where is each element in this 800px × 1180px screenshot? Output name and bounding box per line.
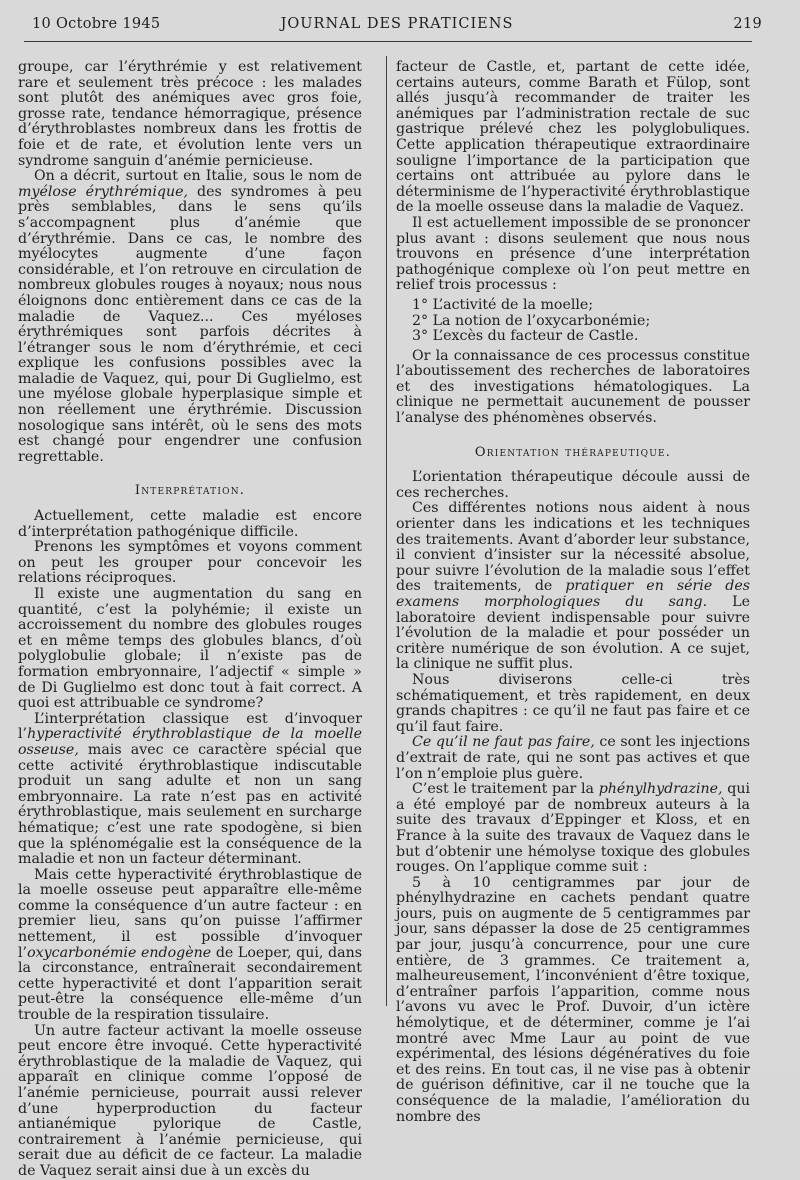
paragraph: facteur de Castle, et, partant de cette idée, certains auteurs, comme Barath et Fülop, sont allés jusqu’à recommander de traiter les anémiques par l’administration rectale de suc gastrique prélevé chez les polyglobuliques. Cette application thérapeutique extraordinaire souligne l’importance de la participation que certains ont attribuée au pylore dans le déterminisme de l’hyperactivité érythroblastique de la moelle osseuse dans la maladie de Vaquez.	[396, 59, 750, 216]
page-header	[32, 16, 762, 38]
paragraph: groupe, car l’érythrémie y est relativement rare et seulement très précoce : les malades sont plutôt des anémiques avec gros foie, grosse rate, tendance hémorragique, présence d’érythroblastes nombreux dans les frottis de foie et de rate, et évolution lente vers un syndrome sanguin d’anémie pernicieuse.	[18, 59, 362, 169]
right-column	[396, 60, 750, 1125]
paragraph: Mais cette hyperactivité érythroblastique de la moelle osseuse peut apparaître elle-même comme la conséquence d’un autre facteur : en premier lieu, sans qu’on puisse l’affirmer nettement, il est possible d’invoquer l’oxycarbonémie endogène de Loeper, qui, dans la circonstance, entraînerait secondairement cette hyperactivité et dont l’apparition serait peut-être la conséquence elle-même d’un trouble de la respiration tissulaire.	[18, 866, 363, 1024]
header-rule	[24, 41, 752, 42]
header-date: 10 Octobre 1945	[32, 16, 161, 32]
paragraph: Ces différentes notions nous aident à nous orienter dans les indications et les techniques des traitements. Avant d’aborder leur substance, il convient d’insister sur la nécessité absolue, pour suivre l’évolution de la maladie sous l’effet des traitements, de pratiquer en série des examens morphologiques du sang. Le laboratoire devient indispensable pour suivre l’évolution de la maladie et pour posséder un critère numérique de son évolution. A ce sujet, la clinique ne suffit plus.	[396, 500, 750, 673]
list-item: 1° L’activité de la moelle;	[412, 296, 594, 313]
paragraph: L’orientation thérapeutique découle aussi de ces recherches.	[396, 469, 750, 501]
paragraph: Ce qu’il ne faut pas faire, ce sont les injections d’extrait de rate, qui ne sont pas actives et que l’on n’emploie plus guère.	[396, 734, 750, 782]
paragraph: L’interprétation classique est d’invoquer l’hyperactivité érythroblastique de la moelle osseuse, mais avec ce caractère spécial que cette activité érythroblastique indiscutable produit un sang adulte et non un sang embryonnaire. La rate n’est pas en activité érythroblastique, mais seulement en surcharge hématique; c’est une rate spodogène, si bien que la splénomégalie est la conséquence de la maladie et non un facteur déterminant.	[18, 710, 362, 868]
paragraph: Il existe une augmentation du sang en quantité, c’est la polyhémie; il existe un accroissement du nombre des globules rouges et en même temps des globules blancs, d’où polyglobulie globale; il n’existe pas de formation embryonnaire, l’adjectif « simple » de Di Guglielmo est donc tout à fait correct. A quoi est attribuable ce syndrome?	[18, 586, 362, 712]
paragraph: Prenons les symptômes et voyons comment on peut les grouper pour concevoir les relations réciproques.	[18, 539, 362, 587]
paragraph: C’est le traitement par la phénylhydrazine, qui a été employé par de nombreux auteurs à la suite des travaux d’Eppinger et Kloss, et en France à la suite des travaux de Vaquez dans le but d’obtenir une hémolyse toxique des globules rouges. On l’applique comme suit :	[396, 781, 750, 876]
paragraph: 5 à 10 centigrammes par jour de phénylhydrazine en cachets pendant quatre jours, puis on augmente de 5 centigrammes par jour, sans dépasser la dose de 25 centigrammes par jour, jusqu’à concurrence, pour une cure entière, de 3 grammes. Ce traitement a, malheureusement, l’inconvénient d’être toxique, d’entraîner parfois l’apparition, comme nous l’avons vu avec le Prof. Duvoir, d’un ictère hémolytique, et de déterminer, comme je l’ai montré avec Mme Laur au point de vue expérimental, des lésions dégénératives du foie et des reins. En tout cas, il ne vise pas à obtenir de guérison définitive, car il ne touche que la conséquence de la maladie, l’amélioration du nombre des	[396, 874, 750, 1125]
paragraph: Un autre facteur activant la moelle osseuse peut encore être invoqué. Cette hyperactivité érythroblastique de la maladie de Vaquez, qui apparaît en clinique comme l’opposé de l’anémie pernicieuse, pourrait aussi relever d’une hyperproduction du facteur antianémique pylorique de Castle, contrairement à l’anémie pernicieuse, qui serait due au déficit de ce facteur. La maladie de Vaquez serait ainsi due à un excès du	[18, 1022, 362, 1179]
column-divider	[386, 56, 387, 1006]
list-item: 3° L’excès du facteur de Castle.	[412, 328, 639, 345]
journal-title: JOURNAL DES PRATICIENS	[280, 16, 514, 32]
section-heading-interpretation: Interprétation.	[134, 483, 246, 499]
paragraph: Actuellement, cette maladie est encore d’interprétation pathogénique difficile.	[18, 508, 362, 540]
left-column	[18, 60, 362, 1180]
section-heading-orientation: Orientation thérapeutique.	[474, 444, 672, 460]
paragraph: Il est actuellement impossible de se prononcer plus avant : disons seulement que nous nous trouvons en présence d’une interprétation pathogénique complexe où l’on peut mettre en relief trois processus :	[396, 214, 750, 294]
process-list	[412, 298, 750, 345]
paragraph: Nous diviserons celle-ci très schématiquement, et très rapidement, en deux grands chapitres : ce qu’il ne faut pas faire et ce qu’il faut faire.	[396, 671, 750, 735]
list-item: 2° La notion de l’oxycarbonémie;	[412, 312, 651, 329]
paragraph: On a décrit, surtout en Italie, sous le nom de myélose érythrémique, des syndromes à peu près semblables, dans le sens qu’ils s’accompagnent plus d’anémie que d’érythrémie. Dans ce cas, le nombre des myélocytes augmente d’une façon considérable, et l’on retrouve en circulation de nombreux globules rouges à noyaux; nous nous éloignons donc entièrement dans ce cas de la maladie de Vaquez... Ces myéloses érythrémiques sont parfois décrites à l’étranger sous le nom d’érythrémie, et ceci explique les confusions possibles avec la maladie de Vaquez, qui, pour Di Guglielmo, est une myélose globale hyperplasique simple et non réellement une érythrémie. Discussion nosologique sans intérêt, où le sens des mots est changé pour engendrer une confusion regrettable.	[18, 168, 362, 465]
page-number: 219	[733, 16, 762, 32]
paragraph: Or la connaissance de ces processus constitue l’aboutissement des recherches de laboratoires et des investigations hématologiques. La clinique ne permettait aucunement de pousser l’analyse des phénomènes observés.	[396, 347, 750, 427]
